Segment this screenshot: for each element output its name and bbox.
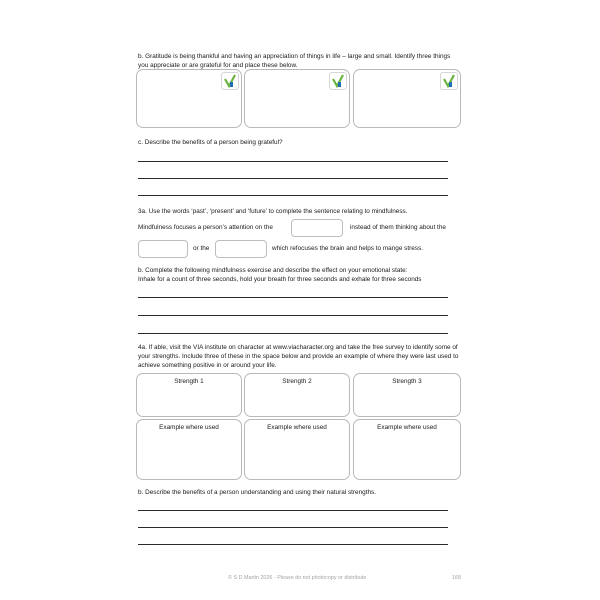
example-box-3[interactable]	[353, 419, 461, 480]
mindfulness-exercise-prompt-2: Inhale for a count of three seconds, hold your breath for three seconds and exhale for three seconds	[138, 276, 422, 283]
gratitude-prompt: b. Gratitude is being thankful and having an appreciation of things in life – large and small. Identify three things you appreciate or are grateful for and place these below.	[138, 53, 451, 69]
answer-line[interactable]	[138, 510, 448, 511]
answer-line[interactable]	[138, 161, 448, 162]
tick-logo-icon	[329, 72, 347, 90]
sentence-part-4: which refocuses the brain and helps to mange stress.	[272, 245, 423, 252]
answer-line[interactable]	[138, 178, 448, 179]
answer-line[interactable]	[138, 527, 448, 528]
answer-line[interactable]	[138, 297, 448, 298]
strength-header: Strength 2	[282, 378, 312, 385]
sentence-part-1: Mindfulness focuses a person’s attention on the	[138, 224, 273, 231]
gratitude-box-1[interactable]	[136, 69, 242, 128]
sentence-part-3: or the	[193, 245, 210, 252]
mindfulness-exercise-prompt-1: b. Complete the following mindfulness exercise and describe the effect on your emotional state:	[138, 267, 408, 274]
gratitude-box-3[interactable]	[353, 69, 461, 128]
page-number: 168	[452, 575, 461, 581]
blank-field-1[interactable]	[291, 219, 343, 237]
via-survey-prompt: 4a. If able, visit the VIA institute on character at www.viacharacter.org and take the free survey to identify some of your strengths. Include three of these in the space below and provide an example of where they were last used to achieve something positive in or around your life.	[138, 344, 459, 369]
example-header: Example where used	[267, 424, 327, 431]
strength-box-1[interactable]	[136, 373, 242, 417]
blank-field-3[interactable]	[215, 240, 267, 258]
benefits-grateful-prompt: c. Describe the benefits of a person being grateful?	[138, 139, 283, 146]
example-box-2[interactable]	[244, 419, 350, 480]
strength-box-3[interactable]	[353, 373, 461, 417]
mindfulness-words-prompt: 3a. Use the words ‘past’, ‘present’ and ‘future’ to complete the sentence relating to mindfulness.	[138, 208, 408, 215]
tick-logo-icon	[440, 72, 458, 90]
answer-line[interactable]	[138, 333, 448, 334]
gratitude-box-2[interactable]	[244, 69, 350, 128]
strength-header: Strength 1	[174, 378, 204, 385]
sentence-part-2: instead of them thinking about the	[350, 224, 446, 231]
footer-copyright: © S D Martin 2026 - Please do not photocopy or distribute	[228, 575, 367, 581]
answer-line[interactable]	[138, 544, 448, 545]
strengths-benefits-prompt: b. Describe the benefits of a person understanding and using their natural strengths.	[138, 489, 377, 496]
answer-line[interactable]	[138, 315, 448, 316]
strength-header: Strength 3	[392, 378, 422, 385]
blank-field-2[interactable]	[138, 240, 188, 258]
example-header: Example where used	[159, 424, 219, 431]
tick-logo-icon	[221, 72, 239, 90]
example-box-1[interactable]	[136, 419, 242, 480]
answer-line[interactable]	[138, 195, 448, 196]
strength-box-2[interactable]	[244, 373, 350, 417]
example-header: Example where used	[377, 424, 437, 431]
